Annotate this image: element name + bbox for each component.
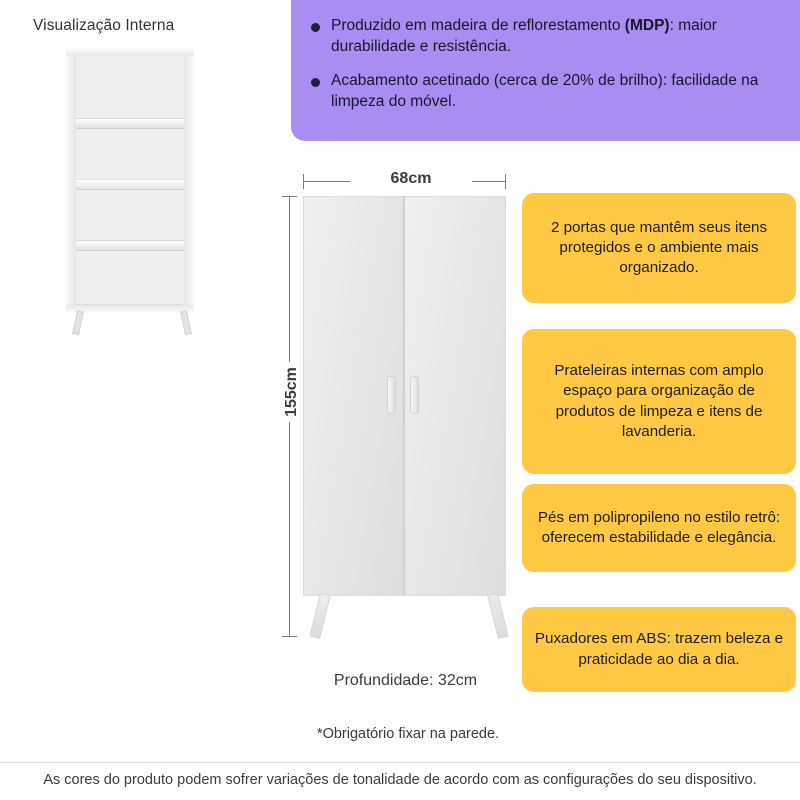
footer-disclaimer: As cores do produto podem sofrer variações de tonalidade de acordo com as configurações do seu dispositivo. — [43, 772, 757, 788]
height-dimension-tick-bottom — [282, 636, 297, 637]
wardrobe-illustration — [303, 196, 506, 596]
width-dimension-tick-left — [303, 174, 304, 189]
width-dimension-label: 68cm — [350, 170, 472, 188]
bullet-item — [311, 16, 778, 57]
internal-shelf-illustration — [66, 48, 194, 313]
wall-fixing-note: *Obrigatório fixar na parede. — [316, 726, 500, 742]
wardrobe-door-seam — [403, 196, 405, 596]
bullet-text-after: : maior durabilidade e resistência. — [331, 17, 717, 55]
internal-view-title: Visualização Interna — [33, 17, 175, 34]
footer-divider — [0, 762, 800, 763]
bullet-item — [311, 71, 778, 112]
bullet-dot-icon — [311, 78, 320, 87]
wardrobe-handle-right — [410, 376, 419, 414]
wardrobe-leg-left — [309, 593, 331, 639]
bullet-text — [331, 16, 777, 57]
bullet-dot-icon — [311, 23, 320, 32]
feature-callout-legs: Pés em polipropileno no estilo retrô: oferecem estabilidade e elegância. — [522, 484, 796, 572]
internal-shelf-leg-left — [72, 310, 84, 335]
wardrobe-door-right — [404, 196, 506, 596]
height-dimension-tick-top — [282, 196, 297, 197]
depth-label: Profundidade: 32cm — [333, 672, 478, 689]
width-dimension-tick-right — [505, 174, 506, 189]
shelf-side-panel-right — [184, 48, 194, 313]
bullet-text: Acabamento acetinado (cerca de 20% de brilho): facilidade na limpeza do móvel. — [331, 72, 759, 110]
bullet-text-before: Produzido em madeira de reflorestamento — [331, 17, 625, 34]
shelf-plank — [75, 118, 185, 129]
shelf-side-panel-left — [66, 48, 76, 313]
internal-shelf-leg-right — [180, 310, 192, 335]
shelf-plank — [75, 179, 185, 190]
shelf-plank — [75, 240, 185, 251]
height-dimension-label: 155cm — [280, 362, 304, 422]
wardrobe-handle-left — [387, 376, 396, 414]
material-callout-panel — [291, 0, 800, 141]
bullet-text-bold: (MDP) — [624, 17, 670, 34]
shelf-bottom-panel — [66, 305, 194, 313]
feature-callout-handles: Puxadores em ABS: trazem beleza e praticidade ao dia a dia. — [522, 607, 796, 692]
wardrobe-leg-right — [487, 593, 509, 639]
feature-callout-shelves: Prateleiras internas com amplo espaço para organização de produtos de limpeza e itens de lavanderia. — [522, 329, 796, 474]
shelf-top-panel — [66, 48, 194, 56]
feature-callout-doors: 2 portas que mantêm seus itens protegidos e o ambiente mais organizado. — [522, 193, 796, 303]
